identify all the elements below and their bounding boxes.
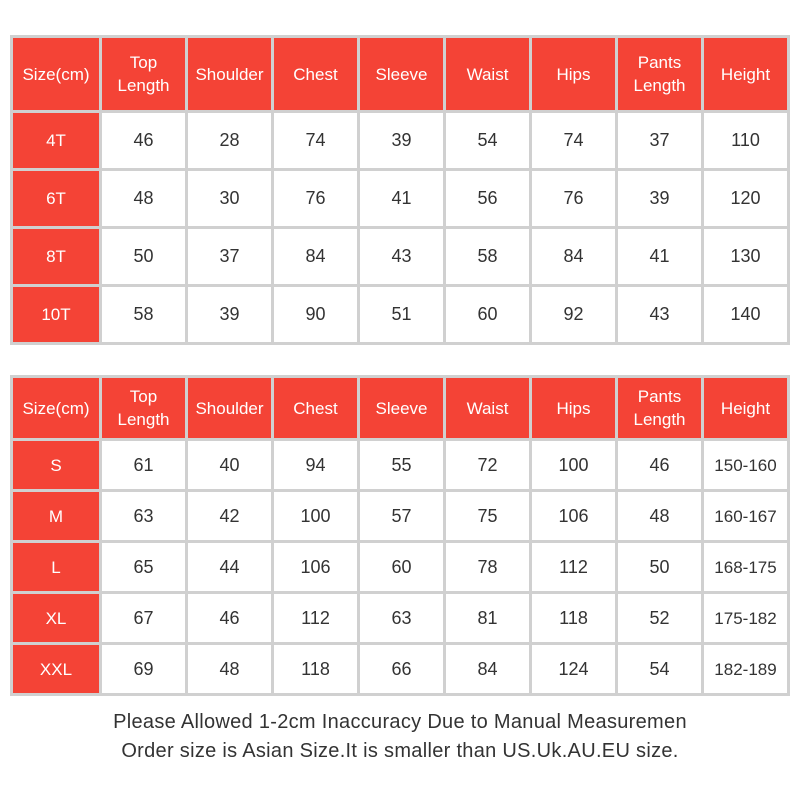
column-header-shoulder: Shoulder — [188, 378, 271, 438]
table-cell: 78 — [446, 543, 529, 591]
table-cell: 76 — [532, 171, 615, 226]
table-cell: 52 — [618, 594, 701, 642]
table-cell: 150-160 — [704, 441, 787, 489]
table-cell: 76 — [274, 171, 357, 226]
table-cell: 110 — [704, 113, 787, 168]
table-cell: 118 — [532, 594, 615, 642]
column-header-pants-length: Pants Length — [618, 38, 701, 110]
table-cell: 63 — [102, 492, 185, 540]
table-cell: 66 — [360, 645, 443, 693]
table-row — [13, 287, 787, 342]
table-row — [13, 645, 787, 693]
inaccuracy-note: Please Allowed 1-2cm Inaccuracy Due to Manual Measuremen — [113, 711, 687, 733]
table-cell: 90 — [274, 287, 357, 342]
table-cell: 60 — [446, 287, 529, 342]
table-cell: 65 — [102, 543, 185, 591]
table-cell: 168-175 — [704, 543, 787, 591]
table-cell: 84 — [532, 229, 615, 284]
size-label: S — [13, 441, 99, 489]
table-cell: 112 — [532, 543, 615, 591]
table-cell: 54 — [446, 113, 529, 168]
kids-size-table — [10, 35, 790, 345]
table-row — [13, 492, 787, 540]
table-row — [13, 113, 787, 168]
table-cell: 39 — [360, 113, 443, 168]
table-cell: 41 — [360, 171, 443, 226]
table-cell: 182-189 — [704, 645, 787, 693]
size-label: XXL — [13, 645, 99, 693]
table-cell: 43 — [618, 287, 701, 342]
table-cell: 130 — [704, 229, 787, 284]
table-cell: 55 — [360, 441, 443, 489]
table-cell: 56 — [446, 171, 529, 226]
column-header-height: Height — [704, 378, 787, 438]
table-row — [13, 543, 787, 591]
table-cell: 54 — [618, 645, 701, 693]
table-cell: 175-182 — [704, 594, 787, 642]
header-row — [13, 378, 787, 438]
table-cell: 118 — [274, 645, 357, 693]
column-header-top-length: Top Length — [102, 38, 185, 110]
column-header-size: Size(cm) — [13, 38, 99, 110]
table-cell: 72 — [446, 441, 529, 489]
column-header-chest: Chest — [274, 378, 357, 438]
column-header-sleeve: Sleeve — [360, 378, 443, 438]
column-header-size: Size(cm) — [13, 378, 99, 438]
table-cell: 75 — [446, 492, 529, 540]
table-cell: 112 — [274, 594, 357, 642]
asian-size-note: Order size is Asian Size.It is smaller than US.Uk.AU.EU size. — [121, 740, 679, 762]
table-row — [13, 441, 787, 489]
column-header-sleeve: Sleeve — [360, 38, 443, 110]
table-cell: 61 — [102, 441, 185, 489]
table-cell: 30 — [188, 171, 271, 226]
table-cell: 106 — [274, 543, 357, 591]
table-cell: 50 — [102, 229, 185, 284]
table-cell: 120 — [704, 171, 787, 226]
table-cell: 37 — [188, 229, 271, 284]
table-cell: 57 — [360, 492, 443, 540]
table-cell: 69 — [102, 645, 185, 693]
table-cell: 48 — [102, 171, 185, 226]
table-cell: 42 — [188, 492, 271, 540]
column-header-shoulder: Shoulder — [188, 38, 271, 110]
table-cell: 63 — [360, 594, 443, 642]
table-cell: 84 — [446, 645, 529, 693]
table-cell: 84 — [274, 229, 357, 284]
table-cell: 60 — [360, 543, 443, 591]
table-row — [13, 229, 787, 284]
table-cell: 92 — [532, 287, 615, 342]
size-label: 6T — [13, 171, 99, 226]
table-row — [13, 171, 787, 226]
table-cell: 124 — [532, 645, 615, 693]
table-cell: 44 — [188, 543, 271, 591]
column-header-chest: Chest — [274, 38, 357, 110]
table-row — [13, 594, 787, 642]
table-cell: 37 — [618, 113, 701, 168]
table-cell: 46 — [102, 113, 185, 168]
adult-size-table — [10, 375, 790, 696]
column-header-pants-length: Pants Length — [618, 378, 701, 438]
table-cell: 39 — [618, 171, 701, 226]
table-cell: 106 — [532, 492, 615, 540]
table-cell: 28 — [188, 113, 271, 168]
size-label: 10T — [13, 287, 99, 342]
table-cell: 100 — [274, 492, 357, 540]
table-cell: 48 — [188, 645, 271, 693]
table-cell: 40 — [188, 441, 271, 489]
table-cell: 39 — [188, 287, 271, 342]
table-cell: 50 — [618, 543, 701, 591]
table-cell: 74 — [532, 113, 615, 168]
size-label: L — [13, 543, 99, 591]
column-header-waist: Waist — [446, 38, 529, 110]
column-header-hips: Hips — [532, 38, 615, 110]
table-cell: 160-167 — [704, 492, 787, 540]
table-cell: 58 — [446, 229, 529, 284]
size-label: 4T — [13, 113, 99, 168]
size-label: XL — [13, 594, 99, 642]
size-label: 8T — [13, 229, 99, 284]
table-cell: 94 — [274, 441, 357, 489]
table-cell: 140 — [704, 287, 787, 342]
table-cell: 58 — [102, 287, 185, 342]
table-cell: 48 — [618, 492, 701, 540]
table-cell: 81 — [446, 594, 529, 642]
column-header-top-length: Top Length — [102, 378, 185, 438]
table-cell: 100 — [532, 441, 615, 489]
column-header-height: Height — [704, 38, 787, 110]
table-cell: 46 — [188, 594, 271, 642]
table-cell: 51 — [360, 287, 443, 342]
table-cell: 41 — [618, 229, 701, 284]
size-label: M — [13, 492, 99, 540]
column-header-waist: Waist — [446, 378, 529, 438]
table-cell: 46 — [618, 441, 701, 489]
table-cell: 43 — [360, 229, 443, 284]
header-row — [13, 38, 787, 110]
table-cell: 67 — [102, 594, 185, 642]
column-header-hips: Hips — [532, 378, 615, 438]
table-cell: 74 — [274, 113, 357, 168]
